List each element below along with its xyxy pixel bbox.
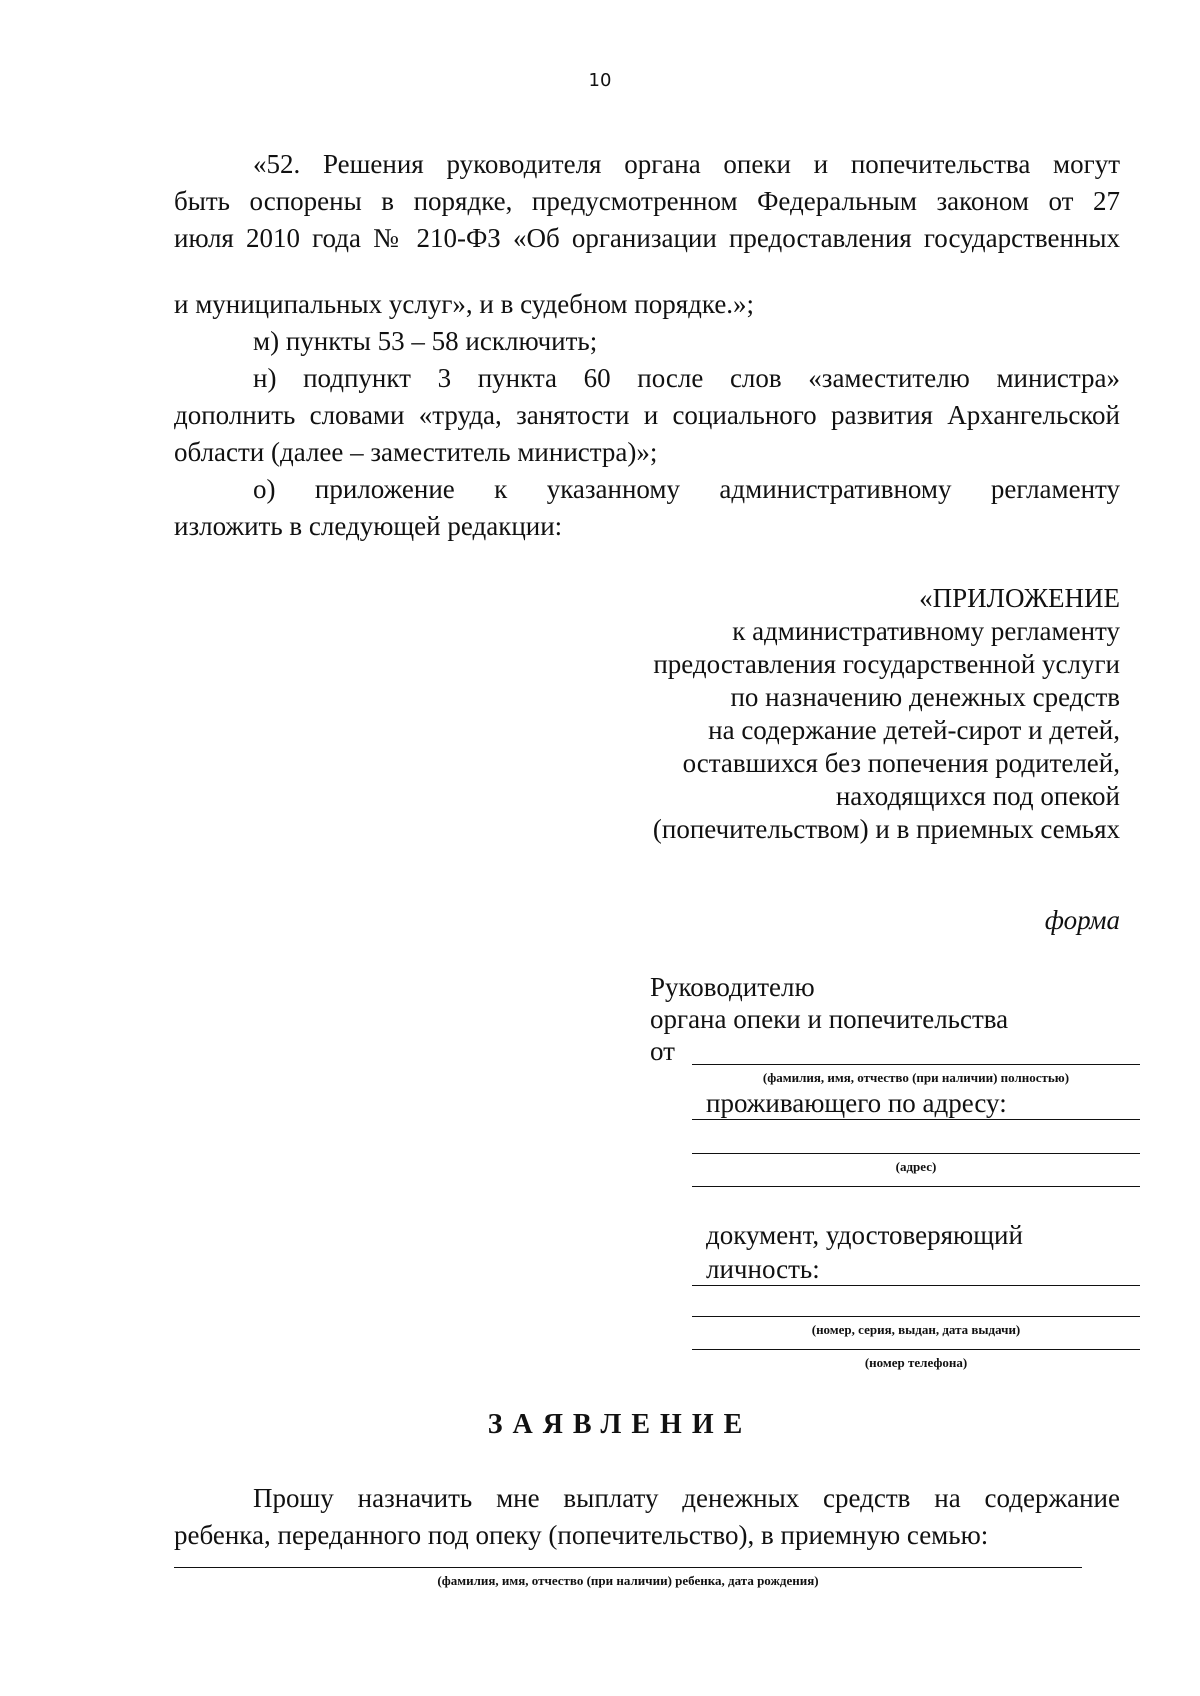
appendix-header-line: «ПРИЛОЖЕНИЕ	[919, 583, 1120, 613]
from-label: от	[650, 1036, 675, 1066]
appendix-header-line: оставшихся без попечения родителей,	[682, 748, 1120, 778]
residing-label: проживающего по адресу:	[706, 1088, 1007, 1118]
child-field-line	[174, 1567, 1082, 1568]
appendix-header-line: по назначению денежных средств	[730, 682, 1120, 712]
child-caption: (фамилия, имя, отчество (при наличии) ребенка, дата рождения)	[437, 1573, 819, 1588]
appendix-header-line: на содержание детей-сирот и детей,	[708, 715, 1120, 745]
appendix-header-line: находящихся под опекой	[835, 781, 1120, 811]
appendix-header-line: (попечительством) и в приемных семьях	[652, 814, 1120, 844]
paragraph-52-line-1: «52. Решения руководителя органа опеки и попечительства могут	[253, 149, 1120, 179]
addressee-line-2: органа опеки и попечительства	[650, 1004, 1009, 1034]
statement-line-2: ребенка, переданного под опеку (попечительство), в приемную семью:	[174, 1520, 989, 1550]
id-document-caption: (номер, серия, выдан, дата выдачи)	[811, 1322, 1021, 1337]
fio-field-line	[692, 1064, 1140, 1065]
fio-caption: (фамилия, имя, отчество (при наличии) полностью)	[762, 1070, 1070, 1085]
id-document-label: документ, удостоверяющий	[706, 1220, 1023, 1250]
paragraph-52-line-4: и муниципальных услуг», и в судебном порядке.»;	[174, 289, 755, 319]
appendix-header-line: к административному регламенту	[732, 616, 1120, 646]
phone-caption: (номер телефона)	[864, 1355, 968, 1370]
address-field-line-2	[692, 1186, 1140, 1187]
paragraph-52-line-3: июля 2010 года № 210-ФЗ «Об организации предоставления государственных	[174, 223, 1120, 253]
appendix-header-line: предоставления государственной услуги	[653, 649, 1120, 679]
statement-text	[174, 1480, 1120, 1554]
paragraph-52-line-2: быть оспорены в порядке, предусмотренном Федеральным законом от 27	[174, 186, 1120, 216]
item-n-line-1: н) подпункт 3 пункта 60 после слов «заместителю министра»	[253, 363, 1120, 393]
address-field-line	[692, 1153, 1140, 1154]
form-label: форма	[1044, 905, 1120, 935]
residing-underline	[692, 1119, 1140, 1120]
item-n-line-2: дополнить словами «труда, занятости и социального развития Архангельской	[174, 400, 1120, 430]
addressee-line-1: Руководителю	[650, 972, 815, 1002]
item-o-line-2: изложить в следующей редакции:	[174, 511, 563, 541]
id-document-underline	[692, 1285, 1140, 1286]
amendments-block	[174, 286, 1120, 545]
item-o-line-1: о) приложение к указанному административному регламенту	[253, 474, 1120, 504]
statement-title: ЗАЯВЛЕНИЕ	[487, 1409, 753, 1440]
page-number: 10	[588, 70, 612, 91]
address-caption: (адрес)	[895, 1159, 937, 1174]
phone-field-line	[692, 1349, 1140, 1350]
appendix-header	[653, 582, 1120, 846]
item-n-line-3: области (далее – заместитель министра)»;	[174, 437, 658, 467]
id-document-label-2: личность:	[706, 1254, 820, 1284]
id-document-field-line	[692, 1316, 1140, 1317]
paragraph-52	[174, 146, 1120, 257]
statement-line-1: Прошу назначить мне выплату денежных средств на содержание	[253, 1483, 1120, 1513]
item-m: м) пункты 53 – 58 исключить;	[253, 326, 598, 356]
